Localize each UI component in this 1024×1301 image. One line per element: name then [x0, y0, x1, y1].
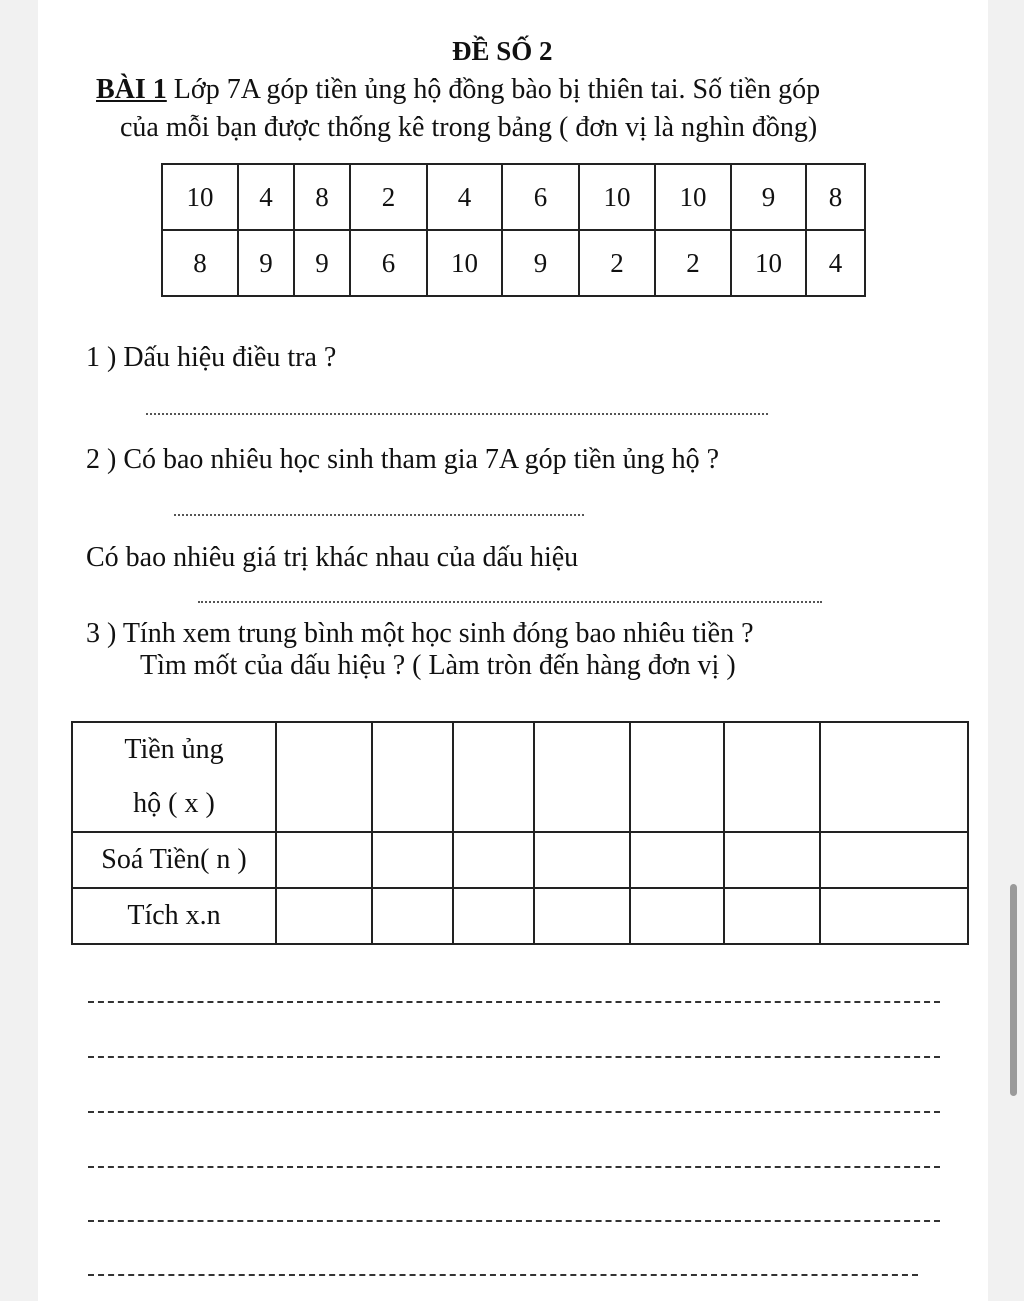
table-cell[interactable]	[630, 722, 724, 832]
table-cell: 4	[427, 164, 502, 230]
table-cell[interactable]	[372, 832, 453, 888]
answer-line[interactable]	[88, 1166, 940, 1168]
table-cell: 2	[655, 230, 731, 296]
table-cell[interactable]	[453, 888, 534, 944]
table-cell[interactable]	[724, 888, 820, 944]
table-cell: 10	[162, 164, 238, 230]
table-cell[interactable]	[630, 832, 724, 888]
table-cell[interactable]	[820, 722, 968, 832]
answer-line[interactable]	[174, 514, 584, 516]
table-cell: 10	[427, 230, 502, 296]
table-cell[interactable]	[534, 888, 630, 944]
table-cell[interactable]	[372, 722, 453, 832]
answer-line[interactable]	[88, 1111, 940, 1113]
question-2: 2 ) Có bao nhiêu học sinh tham gia 7A góp tiền ủng hộ ?	[86, 444, 720, 475]
table-cell[interactable]	[276, 832, 372, 888]
page-title: ĐỀ SỐ 2	[452, 36, 553, 66]
table-cell[interactable]	[724, 832, 820, 888]
table-cell: 4	[238, 164, 294, 230]
data-table	[161, 163, 866, 297]
table-cell: 6	[350, 230, 427, 296]
table-cell[interactable]	[820, 832, 968, 888]
table-cell[interactable]	[453, 722, 534, 832]
table-cell: 8	[806, 164, 865, 230]
table-cell[interactable]	[534, 832, 630, 888]
table-cell: 8	[294, 164, 350, 230]
answer-line[interactable]	[146, 413, 768, 415]
table-cell: 8	[162, 230, 238, 296]
question-2b: Có bao nhiêu giá trị khác nhau của dấu hiệu	[86, 542, 579, 573]
table-row	[72, 722, 968, 832]
table-cell[interactable]	[820, 888, 968, 944]
table-cell: 9	[294, 230, 350, 296]
question-1: 1 ) Dấu hiệu điều tra ?	[86, 342, 337, 373]
table-cell[interactable]	[724, 722, 820, 832]
answer-line[interactable]	[88, 1001, 940, 1003]
freq-header-value-a: Tiền ủng	[124, 734, 224, 765]
problem-intro-line1: Lớp 7A góp tiền ủng hộ đồng bào bị thiên tai. Số tiền góp	[166, 74, 821, 105]
freq-header-value-b: hộ ( x )	[133, 788, 215, 819]
table-row	[162, 164, 865, 230]
table-cell: 10	[655, 164, 731, 230]
table-row	[162, 230, 865, 296]
question-3-line2: Tìm mốt của dấu hiệu ? ( Làm tròn đến hàng đơn vị )	[140, 650, 736, 681]
table-cell: 4	[806, 230, 865, 296]
table-cell[interactable]	[453, 832, 534, 888]
table-row	[72, 832, 968, 888]
table-cell: 10	[579, 164, 655, 230]
table-cell: 9	[502, 230, 579, 296]
problem-label: BÀI 1	[96, 74, 167, 105]
answer-line[interactable]	[198, 601, 822, 603]
table-cell: 2	[350, 164, 427, 230]
problem-intro	[96, 74, 820, 106]
scrollbar[interactable]	[1010, 884, 1017, 1096]
problem-intro-line2: của mỗi bạn được thống kê trong bảng ( đơn vị là nghìn đồng)	[120, 112, 818, 143]
answer-line[interactable]	[88, 1220, 940, 1222]
table-cell: 9	[731, 164, 806, 230]
answer-line[interactable]	[88, 1056, 940, 1058]
question-3: 3 ) Tính xem trung bình một học sinh đóng bao nhiêu tiền ?	[86, 618, 754, 649]
freq-header-product: Tích x.n	[72, 888, 276, 944]
table-cell[interactable]	[276, 722, 372, 832]
table-cell[interactable]	[276, 888, 372, 944]
table-cell[interactable]	[630, 888, 724, 944]
table-cell: 10	[731, 230, 806, 296]
table-cell[interactable]	[372, 888, 453, 944]
table-cell: 2	[579, 230, 655, 296]
answer-line[interactable]	[88, 1274, 918, 1276]
table-row	[72, 888, 968, 944]
freq-header-count: Soá Tiền( n )	[72, 832, 276, 888]
table-cell: 6	[502, 164, 579, 230]
frequency-table	[71, 721, 969, 945]
freq-header-value	[72, 722, 276, 832]
table-cell: 9	[238, 230, 294, 296]
table-cell[interactable]	[534, 722, 630, 832]
